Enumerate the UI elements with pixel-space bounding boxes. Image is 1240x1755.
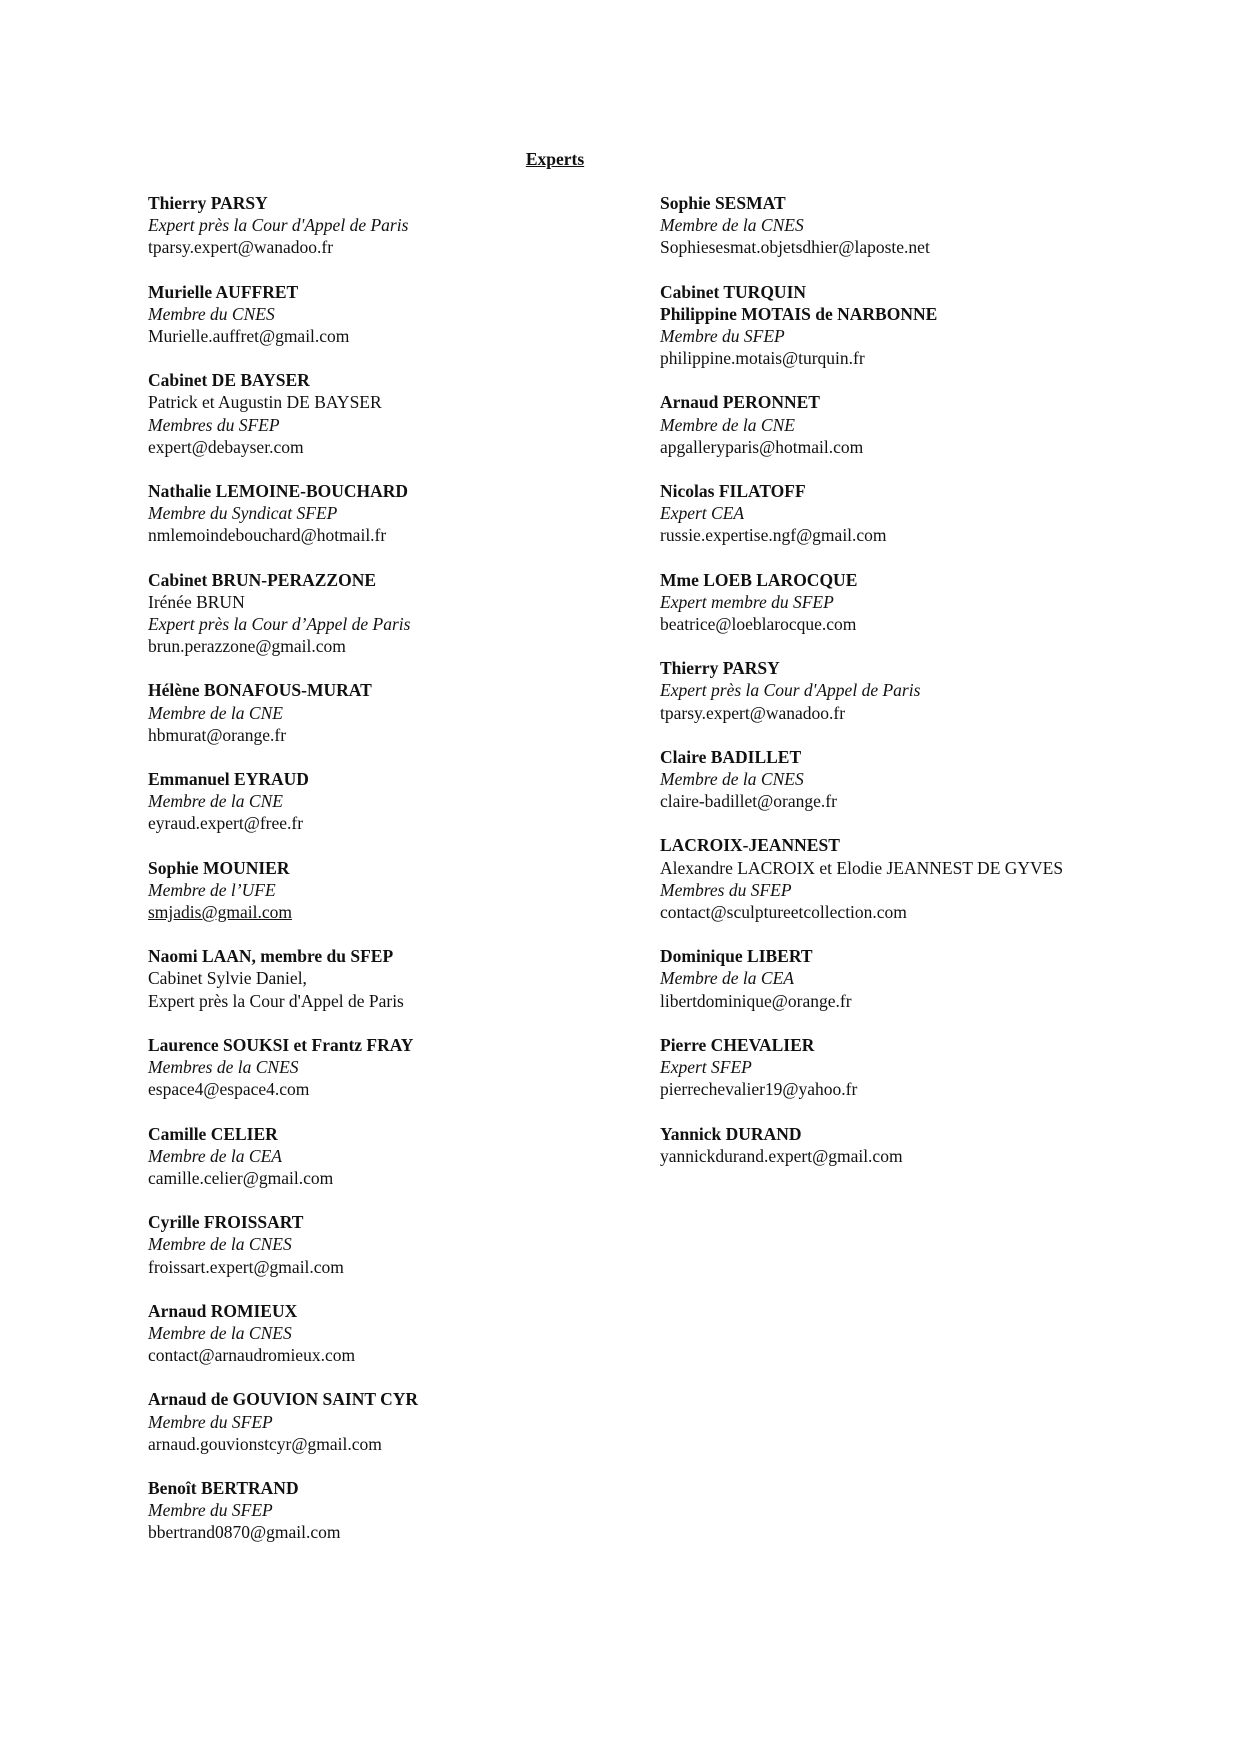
expert-email[interactable]: smjadis@gmail.com [148,902,292,923]
expert-entry [148,857,648,924]
expert-name: Yannick DURAND [660,1123,802,1144]
expert-entry [660,281,1200,370]
expert-email[interactable]: russie.expertise.ngf@gmail.com [660,525,887,546]
expert-email[interactable]: expert@debayser.com [148,436,304,457]
expert-name: Arnaud ROMIEUX [148,1300,298,1321]
expert-email[interactable]: bbertrand0870@gmail.com [148,1522,341,1543]
expert-detail: Cabinet Sylvie Daniel, [148,968,307,989]
expert-entry [660,192,1200,259]
expert-entry [148,281,648,348]
expert-name: Sophie MOUNIER [148,857,290,878]
right-column [660,192,1200,1189]
expert-entry [660,1123,1200,1167]
expert-entry [148,569,648,658]
expert-name: Pierre CHEVALIER [660,1034,815,1055]
expert-name: Claire BADILLET [660,746,802,767]
expert-entry [660,834,1200,923]
expert-name: Murielle AUFFRET [148,281,299,302]
expert-entry [148,192,648,259]
expert-name: Hélène BONAFOUS-MURAT [148,680,372,701]
expert-affiliation: Membre du SFEP [660,326,785,347]
expert-name: Emmanuel EYRAUD [148,769,309,790]
expert-email[interactable]: froissart.expert@gmail.com [148,1256,344,1277]
expert-entry [660,569,1200,636]
expert-entry [148,1034,648,1101]
expert-email[interactable]: apgalleryparis@hotmail.com [660,436,864,457]
expert-affiliation: Membre de la CEA [148,1145,282,1166]
expert-affiliation: Expert près la Cour d’Appel de Paris [148,614,411,635]
expert-affiliation: Membre de l’UFE [148,879,276,900]
expert-affiliation: Membre de la CNES [660,215,804,236]
expert-affiliation: Expert près la Cour d'Appel de Paris [148,215,409,236]
expert-affiliation: Membre de la CNE [148,791,283,812]
expert-email[interactable]: camille.celier@gmail.com [148,1167,334,1188]
expert-name: Nathalie LEMOINE-BOUCHARD [148,481,409,502]
expert-email[interactable]: claire-badillet@orange.fr [660,791,837,812]
expert-email[interactable]: hbmurat@orange.fr [148,724,287,745]
expert-entry [660,480,1200,547]
expert-name: Cabinet DE BAYSER [148,370,310,391]
expert-affiliation: Expert CEA [660,503,745,524]
expert-email[interactable]: pierrechevalier19@yahoo.fr [660,1079,858,1100]
expert-affiliation: Membre du SFEP [148,1411,273,1432]
expert-entry [148,369,648,458]
expert-entry [148,480,648,547]
expert-entry [148,1388,648,1455]
expert-entry [660,945,1200,1012]
expert-name: Cyrille FROISSART [148,1212,304,1233]
expert-entry [660,746,1200,813]
expert-detail: Alexandre LACROIX et Elodie JEANNEST DE GYVES [660,857,1064,878]
expert-name: Arnaud de GOUVION SAINT CYR [148,1389,419,1410]
expert-name: Thierry PARSY [148,193,268,213]
expert-name: Laurence SOUKSI et Frantz FRAY [148,1034,414,1055]
expert-entry [660,1034,1200,1101]
expert-affiliation: Membre de la CNE [660,414,795,435]
expert-affiliation: Membre de la CNES [660,769,804,790]
expert-entry [148,1300,648,1367]
expert-entry [660,391,1200,458]
expert-email[interactable]: yannickdurand.expert@gmail.com [660,1145,903,1166]
expert-name: Sophie SESMAT [660,193,786,213]
expert-email[interactable]: libertdominique@orange.fr [660,990,852,1011]
expert-affiliation: Membre du SFEP [148,1500,273,1521]
expert-name: LACROIX-JEANNEST [660,835,840,856]
expert-email[interactable]: Sophiesesmat.objetsdhier@laposte.net [660,237,930,258]
expert-affiliation: Membres de la CNES [148,1057,299,1078]
expert-name: Dominique LIBERT [660,946,813,967]
expert-email[interactable]: beatrice@loeblarocque.com [660,614,857,635]
expert-entry [148,1123,648,1190]
expert-email[interactable]: nmlemoindebouchard@hotmail.fr [148,525,387,546]
expert-email[interactable]: philippine.motais@turquin.fr [660,348,865,369]
expert-entry [148,679,648,746]
expert-email[interactable]: espace4@espace4.com [148,1079,310,1100]
expert-name: Cabinet BRUN-PERAZZONE [148,569,377,590]
expert-detail: Patrick et Augustin DE BAYSER [148,392,382,413]
expert-email[interactable]: tparsy.expert@wanadoo.fr [660,702,846,723]
expert-affiliation: Membre de la CEA [660,968,794,989]
expert-affiliation: Membre de la CNE [148,702,283,723]
expert-email[interactable]: contact@arnaudromieux.com [148,1345,356,1366]
expert-email[interactable]: brun.perazzone@gmail.com [148,636,346,657]
expert-entry [148,1211,648,1278]
expert-entry [148,1477,648,1544]
expert-entry [148,768,648,835]
expert-email[interactable]: Murielle.auffret@gmail.com [148,326,350,347]
expert-entry [660,657,1200,724]
expert-email[interactable]: eyraud.expert@free.fr [148,813,304,834]
expert-name: Camille CELIER [148,1123,278,1144]
expert-name: Cabinet TURQUIN [660,281,807,302]
expert-name: Arnaud PERONNET [660,392,820,413]
left-column [148,192,648,1566]
expert-affiliation: Membres du SFEP [660,879,792,900]
expert-name: Nicolas FILATOFF [660,481,806,502]
expert-email[interactable]: contact@sculptureetcollection.com [660,902,907,923]
expert-name: Thierry PARSY [660,658,780,679]
expert-email[interactable]: tparsy.expert@wanadoo.fr [148,237,334,258]
expert-affiliation: Expert membre du SFEP [660,591,834,612]
page-title: Experts [525,149,585,169]
expert-email[interactable]: arnaud.gouvionstcyr@gmail.com [148,1433,382,1454]
expert-affiliation: Membre du CNES [148,303,275,324]
expert-name: Benoît BERTRAND [148,1477,299,1498]
expert-detail: Expert près la Cour d'Appel de Paris [148,990,404,1011]
expert-entry [148,945,648,1012]
expert-affiliation: Membre de la CNES [148,1322,292,1343]
expert-affiliation: Membre du Syndicat SFEP [148,503,338,524]
expert-name: Naomi LAAN, membre du SFEP [148,946,394,967]
expert-affiliation: Membre de la CNES [148,1234,292,1255]
expert-subname: Philippine MOTAIS de NARBONNE [660,303,938,324]
expert-affiliation: Expert près la Cour d'Appel de Paris [660,680,921,701]
expert-affiliation: Expert SFEP [660,1057,752,1078]
expert-affiliation: Membres du SFEP [148,414,280,435]
expert-name: Mme LOEB LAROCQUE [660,569,858,590]
expert-detail: Irénée BRUN [148,591,245,612]
